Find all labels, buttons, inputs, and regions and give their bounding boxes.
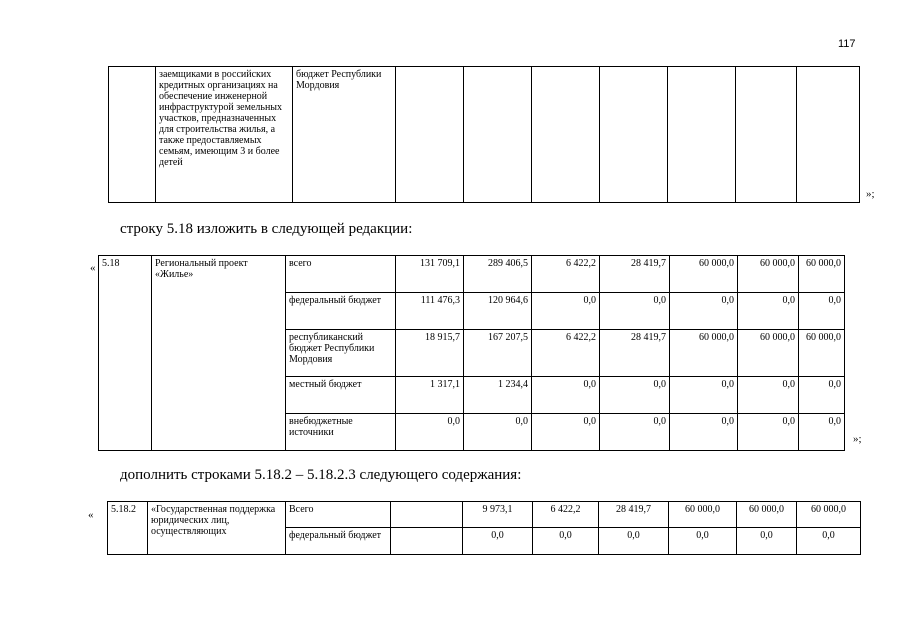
table-row (108, 502, 861, 528)
value-cell: 0,0 (532, 377, 600, 414)
value-cell: 60 000,0 (669, 502, 737, 528)
value-cell: 0,0 (670, 377, 738, 414)
value-cell: 0,0 (670, 414, 738, 451)
value-cell: 0,0 (532, 293, 600, 330)
project-name-cell: Региональный проект «Жилье» (152, 256, 286, 451)
value-cell: 9 973,1 (463, 502, 533, 528)
source-cell: бюджет Республики Мордовия (293, 67, 396, 203)
value-cell (464, 67, 532, 203)
value-cell: 28 419,7 (599, 502, 669, 528)
value-cell (736, 67, 797, 203)
funding-source-cell: всего (286, 256, 396, 293)
funding-source-cell: федеральный бюджет (286, 528, 391, 555)
value-cell: 0,0 (396, 414, 464, 451)
value-cell: 0,0 (737, 528, 797, 555)
value-cell: 6 422,2 (532, 256, 600, 293)
value-cell: 167 207,5 (464, 330, 532, 377)
value-cell: 28 419,7 (600, 330, 670, 377)
value-cell: 60 000,0 (738, 256, 799, 293)
opening-quote: « (90, 262, 96, 274)
value-cell: 0,0 (738, 293, 799, 330)
instruction-text: дополнить строками 5.18.2 – 5.18.2.3 следующего содержания: (120, 467, 522, 483)
table-row-5-18 (98, 255, 845, 451)
value-cell: 0,0 (463, 528, 533, 555)
value-cell: 0,0 (669, 528, 737, 555)
value-cell: 1 234,4 (464, 377, 532, 414)
value-cell: 0,0 (599, 528, 669, 555)
value-cell: 0,0 (738, 377, 799, 414)
value-cell: 131 709,1 (396, 256, 464, 293)
value-cell: 60 000,0 (670, 256, 738, 293)
value-cell: 0,0 (532, 414, 600, 451)
value-cell: 0,0 (799, 293, 845, 330)
opening-quote: « (88, 509, 94, 521)
value-cell: 0,0 (533, 528, 599, 555)
value-cell (396, 67, 464, 203)
value-cell: 111 476,3 (396, 293, 464, 330)
value-cell: 6 422,2 (532, 330, 600, 377)
value-cell: 60 000,0 (670, 330, 738, 377)
value-cell: 60 000,0 (799, 330, 845, 377)
page-number: 117 (838, 38, 856, 50)
value-cell: 60 000,0 (738, 330, 799, 377)
value-cell: 1 317,1 (396, 377, 464, 414)
measure-description-cell: заемщиками в российских кредитных организациях на обеспечение инженерной инфраструктурой земельных участков, предназначенных для строительства жилья, а также предоставляемых семьям, имеющим 3 и более детей (156, 67, 293, 203)
value-cell: 0,0 (600, 293, 670, 330)
value-cell (532, 67, 600, 203)
value-cell: 60 000,0 (737, 502, 797, 528)
value-cell: 0,0 (600, 414, 670, 451)
funding-source-cell: федеральный бюджет (286, 293, 396, 330)
value-cell: 60 000,0 (799, 256, 845, 293)
value-cell: 0,0 (738, 414, 799, 451)
row-number-cell: 5.18 (99, 256, 152, 451)
table-row-5-18-2 (107, 501, 861, 555)
table-continuation (108, 66, 860, 203)
value-cell: 60 000,0 (797, 502, 861, 528)
value-cell: 289 406,5 (464, 256, 532, 293)
value-cell: 0,0 (799, 377, 845, 414)
value-cell: 0,0 (464, 414, 532, 451)
closing-quote: »; (866, 188, 875, 200)
number-cell (109, 67, 156, 203)
funding-source-cell: внебюджетные источники (286, 414, 396, 451)
row-number-cell: 5.18.2 (108, 502, 148, 555)
value-cell: 120 964,6 (464, 293, 532, 330)
closing-quote: »; (853, 433, 862, 445)
table-row (99, 256, 845, 293)
value-cell: 18 915,7 (396, 330, 464, 377)
value-cell: 6 422,2 (533, 502, 599, 528)
value-cell (391, 502, 463, 528)
value-cell: 0,0 (799, 414, 845, 451)
value-cell (600, 67, 668, 203)
funding-source-cell: республиканский бюджет Республики Мордовия (286, 330, 396, 377)
value-cell: 0,0 (600, 377, 670, 414)
instruction-text: строку 5.18 изложить в следующей редакции: (120, 221, 413, 237)
value-cell (797, 67, 860, 203)
funding-source-cell: Всего (286, 502, 391, 528)
value-cell: 0,0 (797, 528, 861, 555)
value-cell (668, 67, 736, 203)
funding-source-cell: местный бюджет (286, 377, 396, 414)
value-cell: 0,0 (670, 293, 738, 330)
value-cell: 28 419,7 (600, 256, 670, 293)
project-name-cell: «Государственная поддержка юридических лиц, осуществляющих (148, 502, 286, 555)
value-cell (391, 528, 463, 555)
